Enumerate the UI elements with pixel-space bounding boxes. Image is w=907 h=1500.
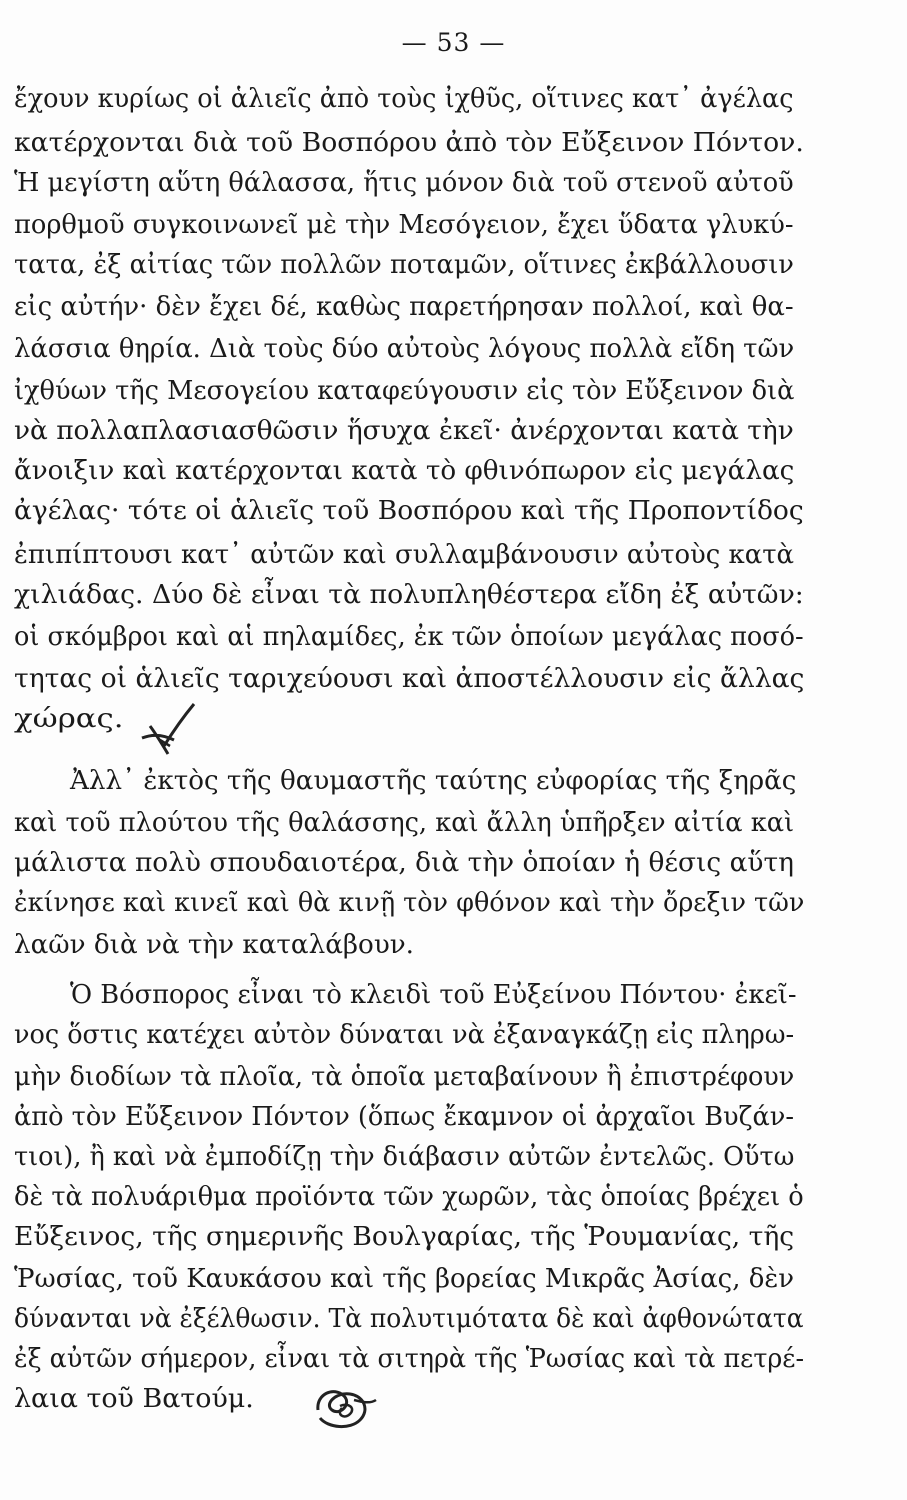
text-line: ἐκίνησε καὶ κινεῖ καὶ θὰ κινῇ τὸν φθόνον καὶ τὴν ὄρεξιν τῶν bbox=[14, 888, 805, 918]
text-line: μὴν διοδίων τὰ πλοῖα, τὰ ὁποῖα μεταβαίνουν ἢ ἐπιστρέφουν bbox=[14, 1062, 795, 1092]
text-line: Ῥωσίας, τοῦ Καυκάσου καὶ τῆς βορείας Μικρᾶς Ἀσίας, δὲν bbox=[14, 1264, 795, 1294]
text-line: τατα, ἐξ αἰτίας τῶν πολλῶν ποταμῶν, οἵτινες ἐκβάλλουσιν bbox=[14, 250, 794, 280]
text-line: ἐξ αὐτῶν σήμερον, εἶναι τὰ σιτηρὰ τῆς Ῥωσίας καὶ τὰ πετρέ- bbox=[14, 1344, 805, 1374]
text-line: Ὁ Βόσπορος εἶναι τὸ κλειδὶ τοῦ Εὐξείνου Πόντου· ἐκεῖ- bbox=[70, 980, 797, 1010]
text-line: δύνανται νὰ ἐξέλθωσιν. Τὰ πολυτιμότατα δὲ καὶ ἀφθονώτατα bbox=[14, 1304, 804, 1334]
text-line: νὰ πολλαπλασιασθῶσιν ἥσυχα ἐκεῖ· ἀνέρχονται κατὰ τὴν bbox=[14, 416, 794, 446]
text-line: ἔχουν κυρίως οἱ ἁλιεῖς ἀπὸ τοὺς ἰχθῦς, οἵτινες κατ᾿ ἀγέλας bbox=[14, 84, 794, 114]
text-line: ἐπιπίπτουσι κατ᾿ αὐτῶν καὶ συλλαμβάνουσιν αὐτοὺς κατὰ bbox=[14, 540, 795, 570]
text-line: ἀγέλας· τότε οἱ ἁλιεῖς τοῦ Βοσπόρου καὶ τῆς Προποντίδος bbox=[14, 496, 804, 526]
text-line: ἄνοιξιν καὶ κατέρχονται κατὰ τὸ φθινόπωρον εἰς μεγάλας bbox=[14, 456, 795, 486]
text-line: λαῶν διὰ νὰ τὴν καταλάβουν. bbox=[14, 930, 415, 960]
text-line: Εὔξεινος, τῆς σημερινῆς Βουλγαρίας, τῆς Ῥουμανίας, τῆς bbox=[14, 1222, 795, 1252]
check-mark-icon bbox=[138, 700, 198, 760]
text-line: Ἡ μεγίστη αὕτη θάλασσα, ἥτις μόνον διὰ τοῦ στενοῦ αὐτοῦ bbox=[14, 168, 794, 198]
text-line: χώρας. bbox=[14, 704, 124, 734]
text-line: Ἀλλ᾿ ἐκτὸς τῆς θαυμαστῆς ταύτης εὐφορίας τῆς ξηρᾶς bbox=[70, 766, 797, 796]
text-line: ἀπὸ τὸν Εὔξεινον Πόντον (ὅπως ἔκαμνον οἱ ἀρχαῖοι Βυζάν- bbox=[14, 1102, 795, 1132]
page-number: — 53 — bbox=[401, 28, 506, 57]
text-line: λάσσια θηρία. Διὰ τοὺς δύο αὐτοὺς λόγους πολλὰ εἴδη τῶν bbox=[14, 334, 795, 364]
text-line: κατέρχονται διὰ τοῦ Βοσπόρου ἀπὸ τὸν Εὔξεινον Πόντον. bbox=[14, 128, 804, 158]
text-line: μάλιστα πολὺ σπουδαιοτέρα, διὰ τὴν ὁποίαν ἡ θέσις αὕτη bbox=[14, 848, 794, 878]
text-line: δὲ τὰ πολυάριθμα προϊόντα τῶν χωρῶν, τὰς ὁποίας βρέχει ὁ bbox=[14, 1182, 804, 1212]
text-line: τιοι), ἢ καὶ νὰ ἐμποδίζῃ τὴν διάβασιν αὐτῶν ἐντελῶς. Οὕτω bbox=[14, 1142, 795, 1172]
ornament-icon bbox=[310, 1380, 380, 1432]
text-line: λαια τοῦ Βατούμ. bbox=[14, 1384, 254, 1414]
text-line: χιλιάδας. Δύο δὲ εἶναι τὰ πολυπληθέστερα εἴδη ἐξ αὐτῶν: bbox=[14, 580, 804, 610]
text-line: οἱ σκόμβροι καὶ αἱ πηλαμίδες, ἐκ τῶν ὁποίων μεγάλας ποσό- bbox=[14, 622, 804, 652]
text-line: εἰς αὐτήν· δὲν ἔχει δέ, καθὼς παρετήρησαν πολλοί, καὶ θα- bbox=[14, 292, 794, 322]
text-line: πορθμοῦ συγκοινωνεῖ μὲ τὴν Μεσόγειον, ἔχει ὕδατα γλυκύ- bbox=[14, 210, 794, 240]
text-line: καὶ τοῦ πλούτου τῆς θαλάσσης, καὶ ἄλλη ὑπῆρξεν αἰτία καὶ bbox=[14, 808, 795, 838]
text-line: τητας οἱ ἁλιεῖς ταριχεύουσι καὶ ἀποστέλλουσιν εἰς ἄλλας bbox=[14, 664, 805, 694]
text-line: ἰχθύων τῆς Μεσογείου καταφεύγουσιν εἰς τὸν Εὔξεινον διὰ bbox=[14, 376, 795, 406]
text-line: νος ὅστις κατέχει αὐτὸν δύναται νὰ ἐξαναγκάζῃ εἰς πληρω- bbox=[14, 1020, 795, 1050]
